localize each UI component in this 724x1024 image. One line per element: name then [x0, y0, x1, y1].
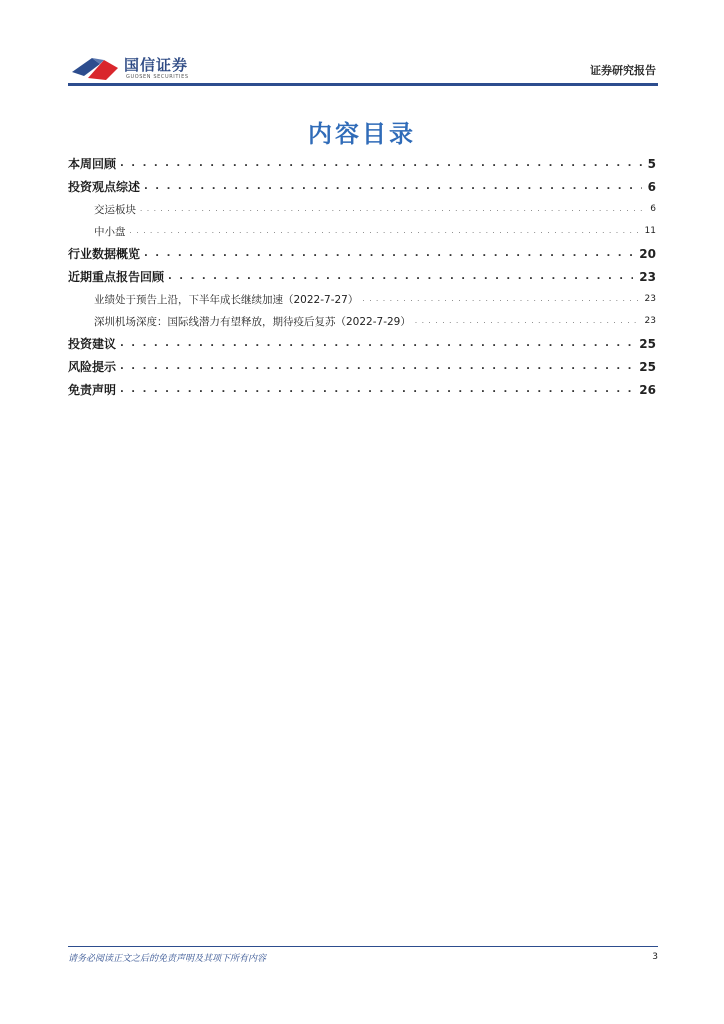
toc-dot-leader [120, 360, 633, 374]
header-divider [68, 83, 658, 86]
guosen-logo-mark-icon [70, 52, 120, 82]
toc-entry-page: 20 [639, 246, 656, 261]
toc-title: 内容目录 [308, 120, 416, 148]
footer-divider [68, 946, 658, 947]
toc-entry-label: 行业数据概览 [68, 247, 141, 261]
table-of-contents [68, 152, 656, 401]
toc-dot-leader [140, 202, 644, 216]
toc-entry-weekly-review[interactable] [68, 152, 656, 175]
toc-dot-leader [120, 383, 633, 397]
toc-entry-label: 中小盘 [94, 225, 126, 238]
toc-entry-label: 免责声明 [68, 383, 117, 397]
toc-dot-leader [168, 270, 633, 284]
toc-entry-label: 投资观点综述 [68, 180, 141, 194]
toc-dot-leader [362, 292, 638, 306]
guosen-logo [70, 52, 200, 82]
toc-entry-page: 5 [647, 156, 656, 171]
report-type-label: 证券研究报告 [590, 64, 656, 77]
toc-entry-recent-reports[interactable] [68, 265, 656, 288]
toc-entry-page: 23 [644, 316, 656, 326]
toc-entry-label: 业绩处于预告上沿，下半年成长继续加速（2022-7-27） [94, 293, 359, 306]
logo-english-name: GUOSEN SECURITIES [126, 74, 189, 80]
toc-dot-leader [120, 337, 633, 351]
toc-entry-page: 25 [639, 336, 656, 351]
toc-entry-label: 交运板块 [94, 203, 136, 216]
toc-entry-page: 11 [644, 226, 656, 236]
toc-entry-label: 深圳机场深度：国际线潜力有望释放，期待疫后复苏（2022-7-29） [94, 315, 411, 328]
toc-dot-leader [130, 224, 639, 238]
toc-subentry-small-mid-cap[interactable] [68, 220, 656, 242]
page-header [70, 48, 658, 84]
toc-entry-risk-warning[interactable] [68, 355, 656, 378]
toc-dot-leader [415, 314, 639, 328]
footer-disclaimer-note: 请务必阅读正文之后的免责声明及其项下所有内容 [68, 954, 267, 964]
toc-entry-industry-data[interactable] [68, 242, 656, 265]
toc-entry-page: 6 [647, 179, 656, 194]
toc-dot-leader [144, 180, 642, 194]
toc-entry-page: 23 [644, 294, 656, 304]
toc-entry-label: 本周回顾 [68, 157, 117, 171]
toc-entry-page: 23 [639, 269, 656, 284]
toc-dot-leader [144, 247, 633, 261]
toc-entry-investment-views[interactable] [68, 175, 656, 198]
toc-dot-leader [120, 157, 642, 171]
toc-subentry-transport[interactable] [68, 198, 656, 220]
page-number: 3 [652, 952, 658, 962]
logo-chinese-name: 国信证券 [124, 56, 189, 74]
toc-entry-label: 投资建议 [68, 337, 117, 351]
toc-subentry-report-0729[interactable] [68, 310, 656, 332]
toc-entry-label: 风险提示 [68, 360, 117, 374]
toc-subentry-report-0727[interactable] [68, 288, 656, 310]
toc-entry-page: 25 [639, 359, 656, 374]
toc-entry-page: 26 [639, 382, 656, 397]
toc-entry-disclaimer[interactable] [68, 378, 656, 401]
toc-entry-investment-advice[interactable] [68, 332, 656, 355]
toc-entry-page: 6 [650, 204, 656, 214]
toc-entry-label: 近期重点报告回顾 [68, 270, 165, 284]
